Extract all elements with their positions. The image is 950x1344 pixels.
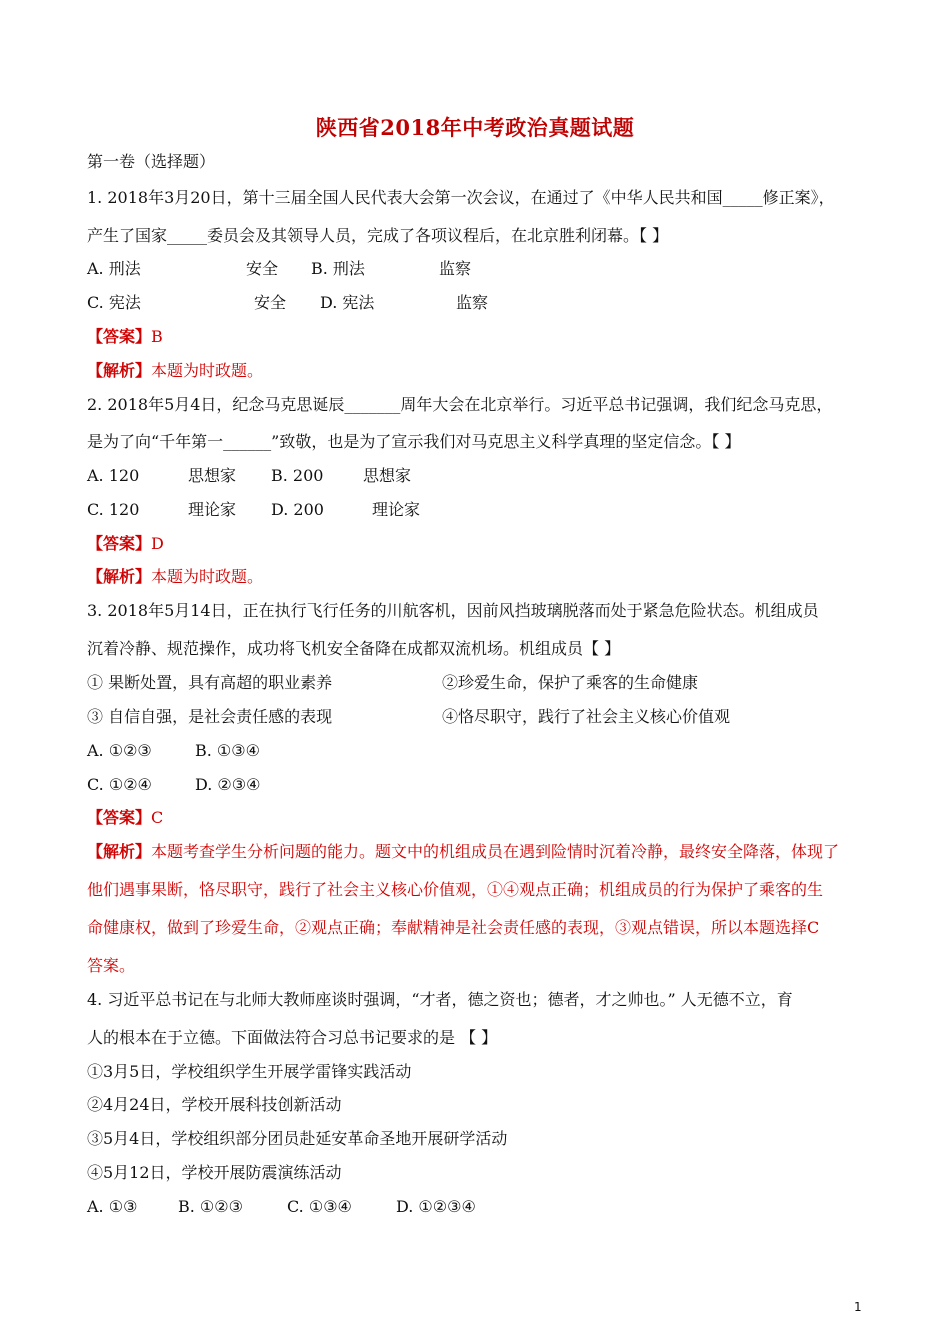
- q2-option-b: B. 200: [271, 466, 324, 485]
- q1-option-d: D. 宪法: [320, 293, 375, 312]
- q4-stem-line1: 4. 习近平总书记在与北师大教师座谈时强调，“才者，德之资也；德者，才之帅也。” 人无德不立，育: [87, 990, 793, 1009]
- q4-statement-1: ①3月5日，学校组织学生开展学雷锋实践活动: [87, 1062, 412, 1081]
- q4-stem-line2: 人的根本在于立德。下面做法符合习总书记要求的是 【 】: [87, 1028, 498, 1047]
- q4-statement-2: ②4月24日，学校开展科技创新活动: [87, 1095, 342, 1114]
- q1-answer: [87, 327, 867, 347]
- q1-analysis: [87, 361, 867, 381]
- q2-option-b-value: 思想家: [363, 466, 412, 485]
- q1-answer-value: B: [151, 327, 163, 346]
- q3-statement-1: ① 果断处置，具有高超的职业素养: [87, 673, 333, 692]
- q1-option-b-value: 监察: [439, 259, 472, 278]
- q3-stem-line1: 3. 2018年5月14日，正在执行飞行任务的川航客机，因前风挡玻璃脱落而处于紧急危险状态。机组成员: [87, 601, 819, 620]
- q3-option-a: A. ①②③: [87, 741, 152, 760]
- q2-option-a: A. 120: [87, 466, 140, 485]
- q3-option-b: B. ①③④: [195, 741, 260, 760]
- q3-analysis-line1: [87, 842, 867, 862]
- q2-option-d: D. 200: [271, 500, 324, 519]
- q1-option-c: C. 宪法: [87, 293, 141, 312]
- q3-analysis-line4: 答案。: [87, 956, 136, 975]
- q1-option-a-value: 安全: [246, 259, 279, 278]
- q1-stem-line2: 产生了国家_____委员会及其领导人员，完成了各项议程后，在北京胜利闭幕。【 】: [87, 226, 669, 245]
- q2-answer-label: 【答案】: [87, 534, 152, 553]
- q3-statement-2: ②珍爱生命，保护了乘客的生命健康: [442, 673, 699, 692]
- q4-option-d: D. ①②③④: [396, 1197, 476, 1216]
- q3-answer: [87, 808, 867, 828]
- page-number: 1: [854, 1300, 862, 1314]
- q1-option-a: A. 刑法: [87, 259, 141, 278]
- q3-option-d: D. ②③④: [195, 775, 261, 794]
- q1-analysis-label: 【解析】: [87, 361, 152, 380]
- q3-analysis-line3: 命健康权，做到了珍爱生命，②观点正确；奉献精神是社会责任感的表现，③观点错误，所以本题选择C: [87, 918, 820, 937]
- q1-answer-label: 【答案】: [87, 327, 152, 346]
- q3-analysis-label: 【解析】: [87, 842, 152, 861]
- q3-statement-4: ④恪尽职守，践行了社会主义核心价值观: [442, 707, 731, 726]
- q2-option-c: C. 120: [87, 500, 140, 519]
- q1-option-d-value: 监察: [456, 293, 489, 312]
- q3-statement-3: ③ 自信自强，是社会责任感的表现: [87, 707, 333, 726]
- q1-stem-line1: 1. 2018年3月20日，第十三届全国人民代表大会第一次会议，在通过了《中华人民共和国_____修正案》，: [87, 188, 835, 207]
- q2-analysis-text: 本题为时政题。: [151, 567, 264, 586]
- q4-statement-4: ④5月12日，学校开展防震演练活动: [87, 1163, 342, 1182]
- q2-stem-line1: 2. 2018年5月4日，纪念马克思诞辰_______周年大会在北京举行。习近平总书记强调，我们纪念马克思，: [87, 395, 833, 414]
- q1-option-b: B. 刑法: [311, 259, 365, 278]
- q3-answer-value: C: [151, 808, 164, 827]
- q2-option-d-value: 理论家: [372, 500, 421, 519]
- section-heading: 第一卷（选择题）: [87, 152, 216, 171]
- q4-option-c: C. ①③④: [287, 1197, 352, 1216]
- q4-option-b: B. ①②③: [178, 1197, 243, 1216]
- q2-analysis: [87, 567, 867, 587]
- q1-option-c-value: 安全: [254, 293, 287, 312]
- q3-analysis-line2: 他们遇事果断，恪尽职守，践行了社会主义核心价值观，①④观点正确；机组成员的行为保护了乘客的生: [87, 880, 824, 899]
- q2-answer: [87, 534, 867, 554]
- q3-answer-label: 【答案】: [87, 808, 152, 827]
- q1-analysis-text: 本题为时政题。: [151, 361, 264, 380]
- q3-analysis-text1: 本题考查学生分析问题的能力。题文中的机组成员在遇到险情时沉着冷静，最终安全降落，体现了: [151, 842, 840, 861]
- q2-answer-value: D: [151, 534, 164, 553]
- q2-option-c-value: 理论家: [188, 500, 237, 519]
- q3-stem-line2: 沉着冷静、规范操作，成功将飞机安全备降在成都双流机场。机组成员【 】: [87, 639, 621, 658]
- q2-stem-line2: 是为了向“千年第一______”致敬，也是为了宣示我们对马克思主义科学真理的坚定信念。【 】: [87, 432, 741, 451]
- page-title: 陕西省2018年中考政治真题试题: [315, 115, 635, 140]
- q4-option-a: A. ①③: [87, 1197, 138, 1216]
- q2-analysis-label: 【解析】: [87, 567, 152, 586]
- q4-statement-3: ③5月4日，学校组织部分团员赴延安革命圣地开展研学活动: [87, 1129, 508, 1148]
- q2-option-a-value: 思想家: [188, 466, 237, 485]
- q3-option-c: C. ①②④: [87, 775, 152, 794]
